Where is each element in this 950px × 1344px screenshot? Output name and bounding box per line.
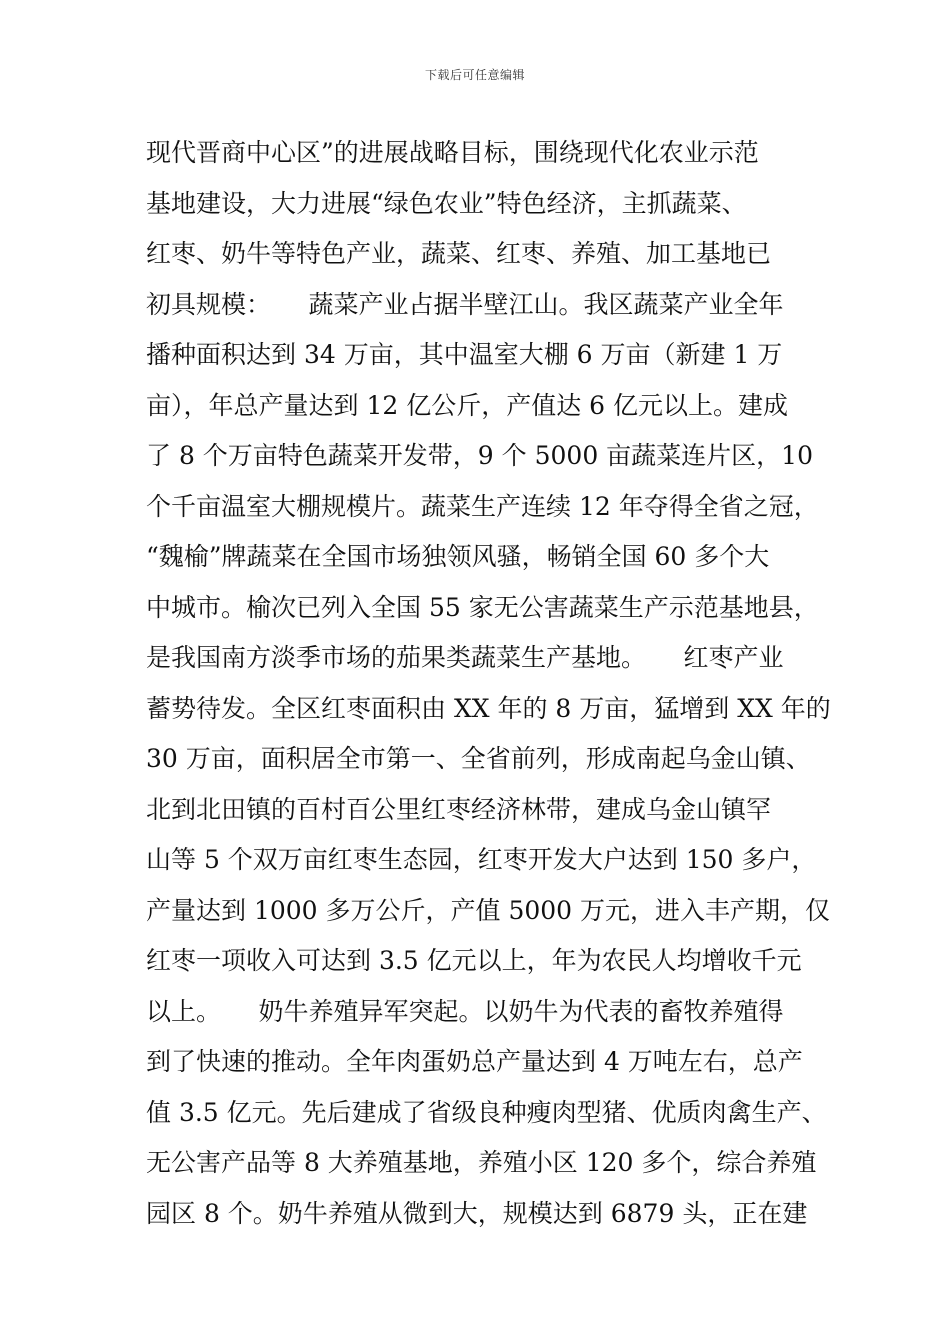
text-line: 无公害产品等 8 大养殖基地，养殖小区 120 多个，综合养殖 [146,1148,817,1177]
text-line: 30 万亩，面积居全市第一、全省前列，形成南起乌金山镇、 [146,744,811,773]
text-line: 基地建设，大力进展“绿色农业”特色经济，主抓蔬菜、 [146,188,747,218]
text-line: 个千亩温室大棚规模片。蔬菜生产连续 12 年夺得全省之冠， [146,491,819,521]
text-line: 现代晋商中心区”的进展战略目标，围绕现代化农业示范 [146,138,759,167]
text-line: 是我国南方淡季市场的茄果类蔬菜生产基地。 红枣产业 [146,643,784,672]
text-line: 红枣一项收入可达到 3.5 亿元以上，年为农民人均增收千元 [146,946,802,975]
text-line: 园区 8 个。奶牛养殖从微到大，规模达到 6879 头，正在建 [146,1198,808,1228]
text-line: 产量达到 1000 多万公斤，产值 5000 万元，进入丰产期，仅 [146,895,831,925]
text-line: 了 8 个万亩特色蔬菜开发带，9 个 5000 亩蔬菜连片区，10 [146,441,813,470]
text-line: 到了快速的推动。全年肉蛋奶总产量达到 4 万吨左右，总产 [146,1047,803,1076]
text-line: 山等 5 个双万亩红枣生态园，红枣开发大户达到 150 多户， [146,845,817,874]
text-line: 播种面积达到 34 万亩，其中温室大棚 6 万亩（新建 1 万 [146,340,783,369]
text-line: 中城市。榆次已列入全国 55 家无公害蔬菜生产示范基地县， [146,592,819,622]
body-paragraph [146,128,831,1239]
text-line: 蓄势待发。全区红枣面积由 XX 年的 8 万亩，猛增到 XX 年的 [146,693,831,723]
text-line: 亩），年总产量达到 12 亿公斤，产值达 6 亿元以上。建成 [146,390,789,420]
text-line: “魏榆”牌蔬菜在全国市场独领风骚，畅销全国 60 多个大 [146,542,770,571]
text-line: 初具规模： 蔬菜产业占据半壁江山。我区蔬菜产业全年 [146,289,784,319]
page-header: 下载后可任意编辑 [424,68,525,82]
text-line: 值 3.5 亿元。先后建成了省级良种瘦肉型猪、优质肉禽生产、 [146,1097,827,1127]
text-line: 北到北田镇的百村百公里红枣经济林带，建成乌金山镇罕 [146,794,772,824]
text-line: 红枣、奶牛等特色产业，蔬菜、红枣、养殖、加工基地已 [146,239,772,268]
text-line: 以上。 奶牛养殖异军突起。以奶牛为代表的畜牧养殖得 [146,996,784,1026]
